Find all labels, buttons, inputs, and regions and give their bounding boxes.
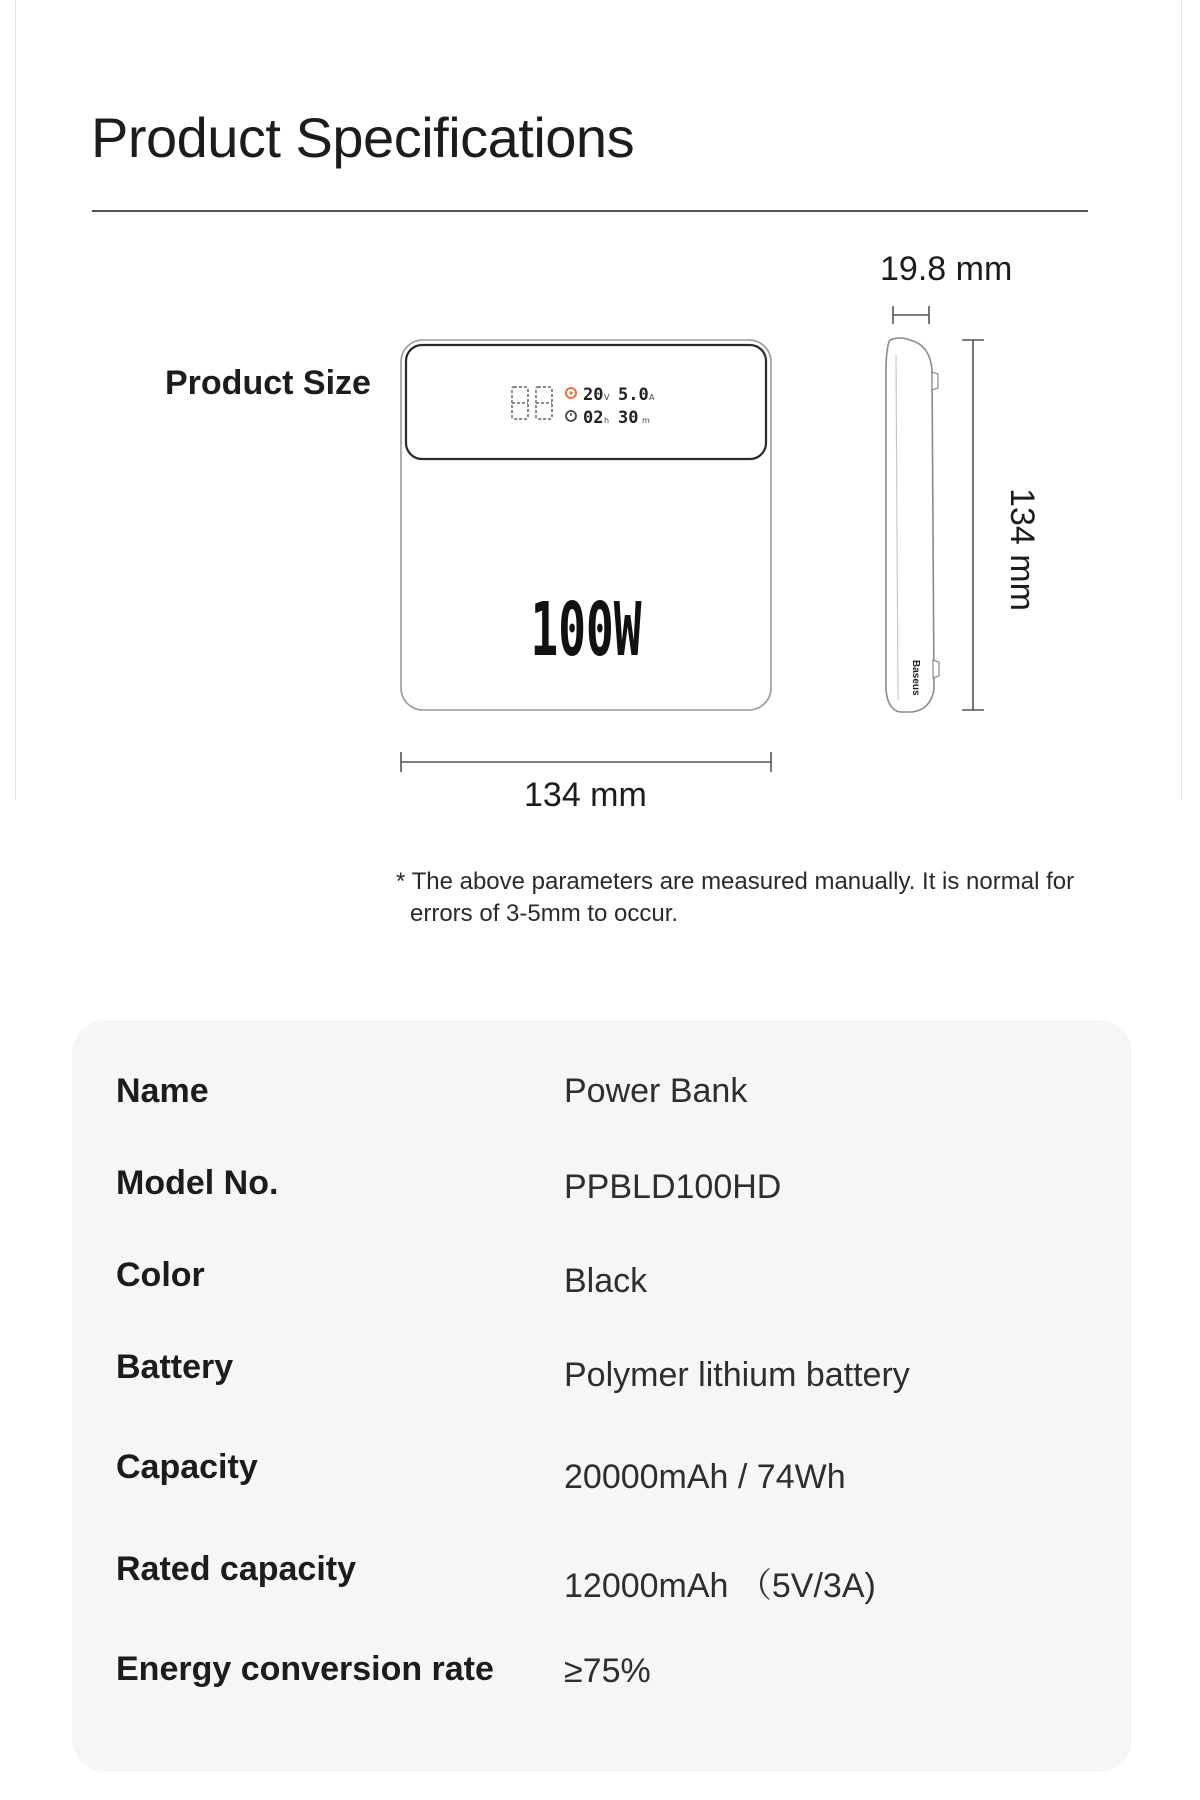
spec-value: Black	[564, 1262, 648, 1300]
spec-value: Polymer lithium battery	[564, 1356, 910, 1394]
display-current-unit: A	[649, 393, 655, 402]
side-view	[886, 338, 939, 712]
display-current: 5.0	[618, 385, 649, 405]
spec-row-color	[116, 1256, 1116, 1316]
spec-label: Model No.	[116, 1164, 279, 1202]
display-voltage: 20	[583, 385, 604, 405]
depth-dimension	[893, 306, 929, 324]
spec-label: Rated capacity	[116, 1550, 356, 1588]
display-minutes-unit: m	[642, 416, 650, 425]
depth-measurement-label: 19.8 mm	[880, 250, 1013, 288]
spec-row-name	[116, 1072, 1116, 1132]
spec-row-capacity	[116, 1448, 1116, 1508]
spec-value: ≥75%	[564, 1652, 651, 1690]
width-dimension	[401, 752, 771, 772]
spec-label: Capacity	[116, 1448, 258, 1486]
height-dimension	[962, 340, 984, 710]
front-view	[401, 340, 771, 710]
spec-row-battery	[116, 1348, 1116, 1408]
display-voltage-unit: V	[604, 393, 610, 402]
spec-value: PPBLD100HD	[564, 1168, 782, 1206]
spec-row-rated-capacity	[116, 1550, 1116, 1610]
front-logo-text: 100W	[530, 587, 642, 673]
display-hours-unit: h	[604, 416, 610, 425]
spec-table	[72, 1020, 1132, 1772]
spec-label: Energy conversion rate	[116, 1650, 494, 1688]
spec-value: Power Bank	[564, 1072, 748, 1110]
width-measurement-label: 134 mm	[524, 776, 647, 814]
measurement-note-line-1: * The above parameters are measured manually. It is normal for	[396, 868, 1075, 895]
product-size-label: Product Size	[165, 364, 371, 402]
spec-value: 20000mAh / 74Wh	[564, 1458, 846, 1496]
spec-row-energy-conversion	[116, 1650, 1116, 1710]
display-minutes: 30	[618, 408, 639, 428]
page-title: Product Specifications	[91, 106, 635, 169]
spec-value: 12000mAh （5V/3A)	[564, 1567, 876, 1605]
side-brand-text: Baseus	[910, 660, 921, 696]
measurement-note-line-2: errors of 3-5mm to occur.	[410, 900, 679, 927]
display-hours: 02	[583, 408, 604, 428]
spec-label: Color	[116, 1256, 205, 1294]
spec-label: Battery	[116, 1348, 234, 1386]
spec-label: Name	[116, 1072, 209, 1110]
measurement-note	[396, 866, 1116, 930]
height-measurement-label: 134 mm	[1002, 488, 1041, 611]
spec-row-model	[116, 1164, 1116, 1224]
product-size-diagram	[0, 0, 1200, 860]
